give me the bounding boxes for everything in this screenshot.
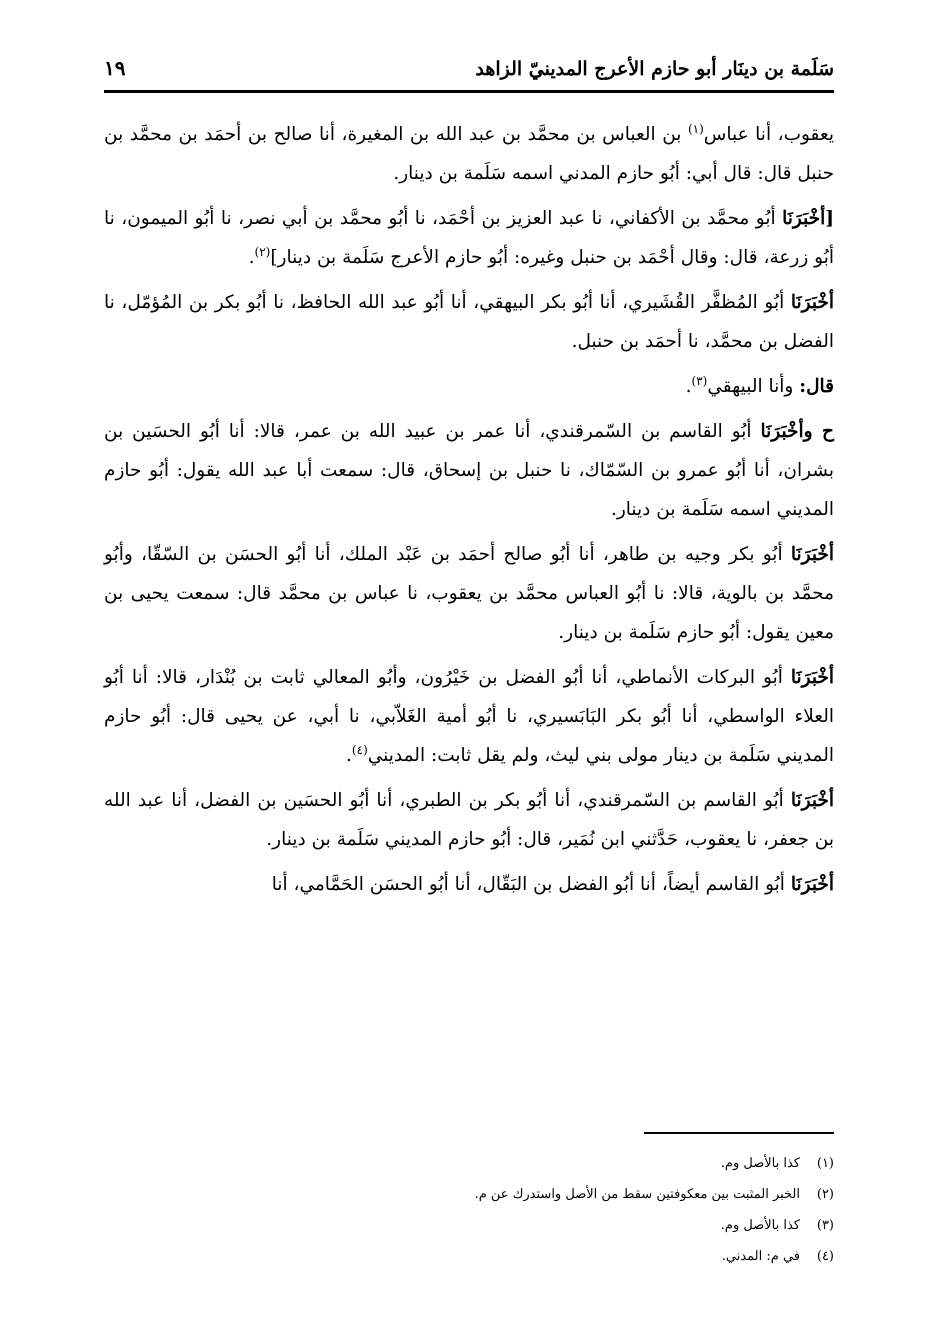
footnote-text: في م: المدني. [721, 1249, 800, 1264]
footnote-reference-3: (٣) [691, 373, 708, 388]
running-title: سَلَمة بن دينَار أبو حازم الأعرج المدينيّ الزاهد [475, 58, 834, 80]
footnote-number: (١) [816, 1156, 834, 1171]
footnote-3 [104, 1210, 834, 1241]
paragraph-text: . [346, 745, 352, 766]
footnote-number: (٤) [816, 1249, 834, 1264]
paragraph-text: . [248, 247, 255, 268]
narration-lead: أخْبَرَنَا [790, 667, 834, 688]
paragraph-text: أبُو بكر وجيه بن طاهر، أنا أبُو صالح أحمَد بن عَبْد الملك، أنا أبُو الحسَن بن السّقّا، وأبُو محمَّد بن بالوية، قالا: نا أبُو العباس محمَّد بن يعقوب، نا عباس بن محمَّد قال: سمعت يحيى بن معين يقول: أبُو حازم سَلَمة بن دينار. [104, 544, 834, 643]
footnote-text: الخبر المثبت بين معكوفتين سقط من الأصل واستدرك عن م. [474, 1187, 800, 1202]
footnotes [104, 1148, 834, 1272]
footnote-divider [644, 1132, 834, 1134]
footnote-reference-1: (١) [687, 121, 704, 136]
narration-lead: [أخْبَرَنَا [782, 208, 834, 229]
page-number: ١٩ [104, 56, 126, 80]
footnote-reference-4: (٤) [351, 742, 368, 757]
paragraph-text: أبُو القاسم بن السّمرقندي، أنا عمر بن عبيد الله بن عمر، قالا: أنا أبُو الحسَين بن بشران، أنا أبُو عمرو بن السّمّاك، نا حنبل بن إسحاق، قال: سمعت أبا عبد الله يقول: أبُو حازم المديني اسمه سَلَمة بن دينار. [104, 421, 834, 520]
body-text [104, 115, 834, 904]
footnote-reference-2: (٢) [254, 244, 271, 259]
footnote-4 [104, 1241, 834, 1272]
paragraph-3 [104, 283, 834, 361]
paragraph-text: أبُو القاسم أيضاً، أنا أبُو الفضل بن البَقّال، أنا أبُو الحسَن الحَمَّامي، أنا [271, 874, 791, 895]
narration-lead: أخْبَرَنَا [790, 790, 834, 811]
narration-lead: أخْبَرَنَا [790, 544, 834, 565]
paragraph-text: وأنا البيهقي [707, 376, 800, 397]
narration-lead: أخْبَرَنَا [790, 292, 834, 313]
paragraph-text: أبُو القاسم بن السّمرقندي، أنا أبُو بكر بن الطبري، أنا أبُو الحسَين بن الفضل، أنا عبد الله بن جعفر، نا يعقوب، حَدَّثني ابن نُمَير، قال: أبُو حازم المديني سَلَمة بن دينار. [104, 790, 834, 850]
paragraph-2 [104, 199, 834, 277]
footnote-number: (٣) [816, 1218, 834, 1233]
paragraph-text: أبُو المُظفَّر القُشَيري، أنا أبُو بكر البيهقي، أنا أبُو عبد الله الحافظ، نا أبُو بكر بن المُؤمّل، نا الفضل بن محمَّد، نا أحمَد بن حنبل. [104, 292, 834, 352]
paragraph-7 [104, 658, 834, 775]
paragraph-9 [104, 865, 834, 904]
paragraph-text: أبُو محمَّد بن الأكفاني، نا عبد العزيز بن أحْمَد، نا أبُو محمَّد بن أبي نصر، نا أبُو الميمون، نا أبُو زرعة، قال: وقال أحْمَد بن حنبل وغيره: أبُو حازم الأعرج سَلَمة بن دينار] [104, 208, 834, 268]
footnote-1 [104, 1148, 834, 1179]
paragraph-text: أبُو البركات الأنماطي، أنا أبُو الفضل بن خَيْرُون، وأبُو المعالي ثابت بن بُنْدَار، قالا: أنا أبُو العلاء الواسطي، أنا أبُو بكر البَابَسيري، نا أبُو أمية الغَلاّبي، نا أبي، عن يحيى قال: أبُو حازم المديني سَلَمة بن دينار مولى بني ليث، ولم يقل ثابت: المديني [104, 667, 834, 766]
paragraph-5 [104, 412, 834, 529]
paragraph-text: يعقوب، أنا عباس [703, 124, 834, 145]
paragraph-6 [104, 535, 834, 652]
narration-lead: قال: [799, 376, 834, 397]
narration-lead: أخْبَرَنَا [790, 874, 834, 895]
paragraph-1 [104, 115, 834, 193]
paragraph-4 [104, 367, 834, 406]
footnote-2 [104, 1179, 834, 1210]
book-page [104, 54, 834, 1304]
footnote-number: (٢) [816, 1187, 834, 1202]
paragraph-text: بن العباس بن محمَّد بن عبد الله بن المغيرة، أنا صالح بن أحمَد بن محمَّد بن حنبل قال: قال أبي: أبُو حازم المدني اسمه سَلَمة بن دينار. [104, 124, 834, 184]
footnote-text: كذا بالأصل وم. [720, 1156, 800, 1171]
paragraph-8 [104, 781, 834, 859]
paragraph-text: . [685, 376, 692, 397]
narration-lead: ح وأخْبَرَنَا [760, 421, 835, 442]
running-header [104, 54, 834, 93]
footnote-text: كذا بالأصل وم. [720, 1218, 800, 1233]
